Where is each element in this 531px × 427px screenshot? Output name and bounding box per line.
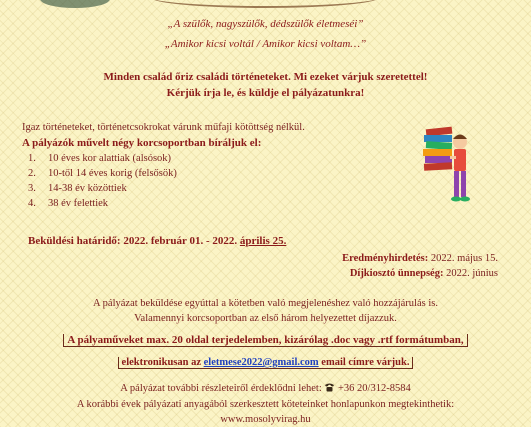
results-date: Eredményhirdetés: 2022. május 15.: [342, 253, 498, 264]
list-item: 2. 10-től 14 éves korig (felsősök): [28, 168, 177, 179]
ceremony-date: Díjkiosztó ünnepség: 2022. június: [349, 268, 498, 279]
contact-line-2: A korábbi évek pályázati anyagából szerkesztett köteteinket honlapunkon megtekinthetik:: [76, 399, 455, 410]
title-ornament-left: [40, 0, 110, 8]
phone-number: +36 20/312-8584: [338, 383, 411, 394]
website[interactable]: www.mosolyvirag.hu: [220, 414, 311, 425]
email-link[interactable]: eletmese2022@gmail.com: [203, 357, 319, 368]
list-item: 3. 14-38 év közöttiek: [28, 183, 127, 194]
deadline-label: Beküldési határidő:: [28, 235, 121, 247]
categories-heading: A pályázók művelt négy korcsoportban bíráljuk el:: [22, 137, 262, 149]
format-box-1: [0, 330, 531, 348]
format-line-1: A pályaműveket max. 20 oldal terjedelemben, kizárólag .doc vagy .rtf formátumban,: [63, 334, 467, 347]
child-carrying-books-illustration: [420, 126, 478, 208]
deadline: [28, 235, 286, 247]
contact-line: A pályázat további részleteiről érdeklődni lehet: +36 20/312-8584: [120, 383, 411, 394]
list-item: 4. 38 év felettiek: [28, 198, 109, 209]
subtitle-2: „Amikor kicsi voltál / Amikor kicsi voltam…”: [164, 38, 367, 50]
deadline-date-start: 2022. február 01. - 2022.: [123, 235, 238, 247]
note-line-2: Valamennyi korcsoportban az első három helyezettet díjazzuk.: [134, 313, 397, 324]
intro-line-1: Minden család őriz családi történeteket. Mi ezeket várjuk szeretettel!: [103, 71, 428, 83]
description: Igaz történeteket, történetcsokrokat várunk műfaji kötöttség nélkül.: [22, 122, 305, 133]
title-ornament: [150, 0, 380, 8]
categories-list: [28, 153, 177, 213]
subtitle-1: „A szülők, nagyszülők, dédszülők életmeséi”: [167, 18, 364, 30]
telephone-icon: [324, 383, 335, 392]
note-line-1: A pályázat beküldése egyúttal a kötetben való megjelenéshez való hozzájárulás is.: [93, 298, 438, 309]
format-box-2: [0, 352, 531, 370]
list-item: 1. 10 éves kor alattiak (alsósok): [28, 153, 172, 164]
format-line-2: elektronikusan az eletmese2022@gmail.com email címre várjuk.: [118, 357, 414, 369]
deadline-date-end: április 25.: [239, 235, 287, 247]
intro-line-2: Kérjük írja le, és küldje el pályázatunkra!: [166, 87, 365, 99]
